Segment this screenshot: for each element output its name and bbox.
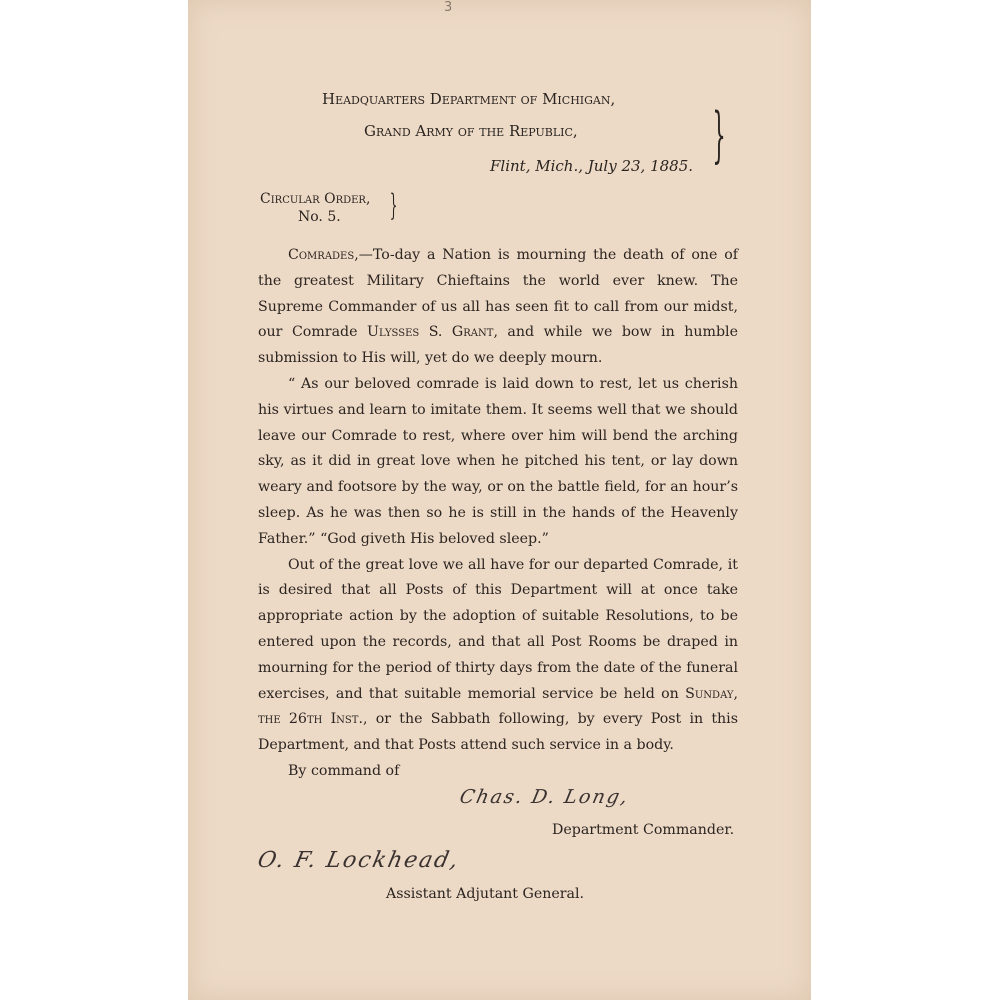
paragraph-3 [258,553,738,759]
service-date: Sunday, the 26th Inst. [258,685,738,728]
paragraph-1-text-a: —To-day a Nation is mourning the death of one of the greatest Military Chieftains the world ever knew. The Supreme Commander of us all has seen fit to call from our midst, our Comrade [258,247,738,341]
paragraph-1-text-b: , and while we bow in humble submission to His will, yet do we deeply mourn. [258,324,738,367]
heading-line-2: Grand Army of the Republic, [364,122,578,140]
order-body [258,243,738,785]
commander-signature: Chas. D. Long, [457,786,632,808]
paragraph-3-text-a: Out of the great love we all have for our departed Comrade, it is desired that all Posts of this Department will at once take appropriate action by the adoption of suitable Resolutions, to be entered upon the records, and that all Post Rooms be draped in mourning for the period of thirty days from the date of the funeral exercises, and that suitable memorial service be held on [258,556,738,702]
pencil-page-number: 3 [444,0,453,15]
dateline: Flint, Mich., July 23, 1885. [490,157,694,175]
order-brace: } [389,188,398,223]
salutation: Comrades, [288,247,359,263]
order-label: Circular Order, [260,191,371,207]
paragraph-1 [258,243,738,372]
adjutant-title: Assistant Adjutant General. [386,886,585,902]
paragraph-2: “ As our beloved comrade is laid down to rest, let us cherish his virtues and learn to imitate them. It seems well that we should leave our Comrade to rest, where over him will bend the arching sky, as it did in great love when he pitched his tent, or lay down weary and footsore by the way, or on the battle field, for an hour’s sleep. As he was then so he is still in the hands of the Heavenly Father.” “God giveth His beloved sleep.” [258,375,738,547]
by-command: By command of [288,762,400,779]
grant-name: Ulysses S. Grant [367,324,494,341]
heading-line-1: Headquarters Department of Michigan, [322,90,616,108]
paragraph-3-text-b: , or the Sabbath following, by every Post in this Department, and that Posts attend such service in a body. [258,711,738,754]
circular-order [260,190,370,226]
heading-brace: } [712,100,726,170]
commander-title: Department Commander. [552,822,735,838]
order-number: No. 5. [298,209,341,225]
adjutant-signature: O. F. Lockhead, [255,848,463,873]
